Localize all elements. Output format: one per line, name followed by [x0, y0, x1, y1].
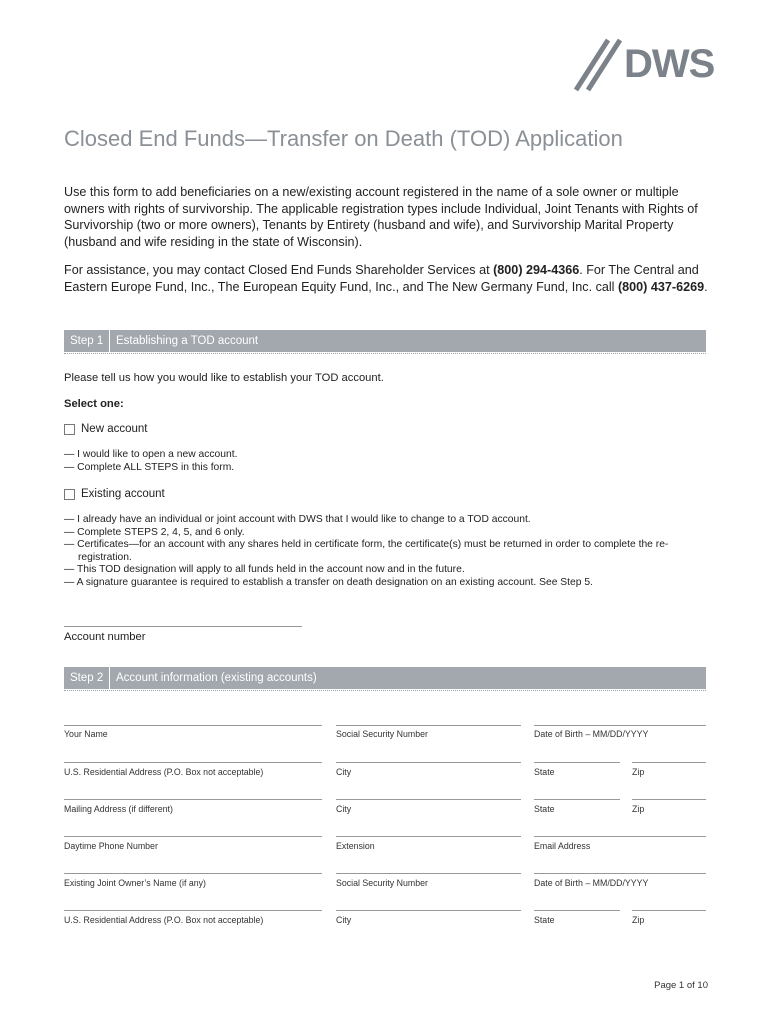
joint-city-field[interactable]	[336, 910, 521, 911]
your-name-field[interactable]	[64, 725, 322, 726]
city-field[interactable]	[336, 762, 521, 763]
new-account-notes	[64, 449, 712, 474]
phone-number-main: (800) 294-4366	[493, 263, 580, 277]
mailing-city-label: City	[336, 804, 352, 814]
step1-header	[64, 330, 706, 352]
page-number: Page 1 of 10	[654, 980, 708, 991]
residential-address-field[interactable]	[64, 762, 322, 763]
dws-logo	[572, 36, 732, 92]
existing-account-label: Existing account	[81, 488, 165, 500]
logo-wordmark: DWS	[624, 42, 715, 86]
step2-number: Step 2	[64, 667, 110, 689]
joint-state-field[interactable]	[534, 910, 620, 911]
step1-divider	[64, 353, 706, 354]
email-label: Email Address	[534, 841, 591, 851]
existing-account-notes	[64, 514, 712, 590]
zip-field[interactable]	[632, 762, 706, 763]
list-item: — I would like to open a new account.	[64, 449, 238, 460]
residential-address-label: U.S. Residential Address (P.O. Box not acceptable)	[64, 767, 264, 777]
new-account-label: New account	[81, 423, 148, 435]
ssn-label: Social Security Number	[336, 729, 428, 739]
joint-ssn-field[interactable]	[336, 873, 521, 874]
new-account-checkbox[interactable]	[64, 424, 75, 435]
list-item: — A signature guarantee is required to establish a transfer on death designation on an existing account. See Step 5.	[64, 576, 593, 588]
extension-field[interactable]	[336, 836, 521, 837]
joint-dob-field[interactable]	[534, 873, 706, 874]
select-one-label: Select one:	[64, 398, 124, 410]
joint-city-label: City	[336, 915, 352, 925]
mailing-state-field[interactable]	[534, 799, 620, 800]
ssn-field[interactable]	[336, 725, 521, 726]
account-number-field[interactable]	[64, 626, 302, 627]
mailing-zip-label: Zip	[632, 804, 645, 814]
state-label: State	[534, 767, 555, 777]
daytime-phone-field[interactable]	[64, 836, 322, 837]
phone-number-germany: (800) 437-6269	[617, 279, 705, 294]
joint-zip-label: Zip	[632, 915, 645, 925]
extension-label: Extension	[336, 841, 375, 851]
logo-slash-icon	[572, 36, 624, 92]
step1-label: Establishing a TOD account	[116, 335, 259, 347]
joint-state-label: State	[534, 915, 555, 925]
existing-account-option[interactable]	[64, 488, 165, 500]
daytime-phone-label: Daytime Phone Number	[64, 841, 158, 851]
mailing-city-field[interactable]	[336, 799, 521, 800]
step2-header	[64, 667, 706, 689]
list-item: — Complete ALL STEPS in this form.	[64, 461, 235, 473]
joint-owner-name-label: Existing Joint Owner’s Name (if any)	[64, 878, 206, 888]
joint-dob-label: Date of Birth – MM/DD/YYYY	[534, 878, 649, 888]
mailing-state-label: State	[534, 804, 555, 814]
mailing-zip-field[interactable]	[632, 799, 706, 800]
step1-number: Step 1	[64, 330, 110, 352]
state-field[interactable]	[534, 762, 620, 763]
intro-paragraph: Use this form to add beneficiaries on a new/existing account registered in the name of a sole owner or multiple owners with rights of survivorship. The applicable registration types include Individual, Joint Tenants with Rights of Survivorship (two or more owners), Tenants by Entirety (husband and wife), and Survivorship Marital Property (husband and wife residing in the state of Wisconsin).	[64, 185, 698, 249]
mailing-address-field[interactable]	[64, 799, 322, 800]
your-name-label: Your Name	[64, 729, 108, 739]
list-item: — Complete STEPS 2, 4, 5, and 6 only.	[64, 526, 245, 538]
assistance-paragraph: For assistance, you may contact Closed End Funds Shareholder Services at (800) 294-4366. For The Central and Eastern Europe Fund, Inc., The European Equity Fund, Inc., and The New Germany Fund, Inc. call (800) 437-6269.	[64, 263, 708, 294]
joint-owner-name-field[interactable]	[64, 873, 322, 874]
dob-field[interactable]	[534, 725, 706, 726]
dob-label: Date of Birth – MM/DD/YYYY	[534, 729, 649, 739]
mailing-address-label: Mailing Address (if different)	[64, 804, 173, 814]
account-number-label: Account number	[64, 631, 146, 643]
joint-residential-address-field[interactable]	[64, 910, 322, 911]
joint-ssn-label: Social Security Number	[336, 878, 428, 888]
email-field[interactable]	[534, 836, 706, 837]
step2-divider	[64, 690, 706, 691]
page-title: Closed End Funds—Transfer on Death (TOD) Application	[64, 126, 623, 151]
joint-zip-field[interactable]	[632, 910, 706, 911]
step2-label: Account information (existing accounts)	[116, 672, 317, 684]
step1-prompt: Please tell us how you would like to establish your TOD account.	[64, 372, 384, 384]
list-item: — I already have an individual or joint account with DWS that I would like to change to a TOD account.	[64, 514, 531, 525]
zip-label: Zip	[632, 767, 645, 777]
new-account-option[interactable]	[64, 423, 147, 435]
existing-account-checkbox[interactable]	[64, 489, 75, 500]
joint-residential-address-label: U.S. Residential Address (P.O. Box not acceptable)	[64, 915, 264, 925]
list-item: — Certificates—for an account with any shares held in certificate form, the certificate(s) must be returned in order to complete the re-registration.	[64, 539, 669, 563]
city-label: City	[336, 767, 352, 777]
list-item: — This TOD designation will apply to all funds held in the account now and in the future.	[64, 564, 465, 576]
